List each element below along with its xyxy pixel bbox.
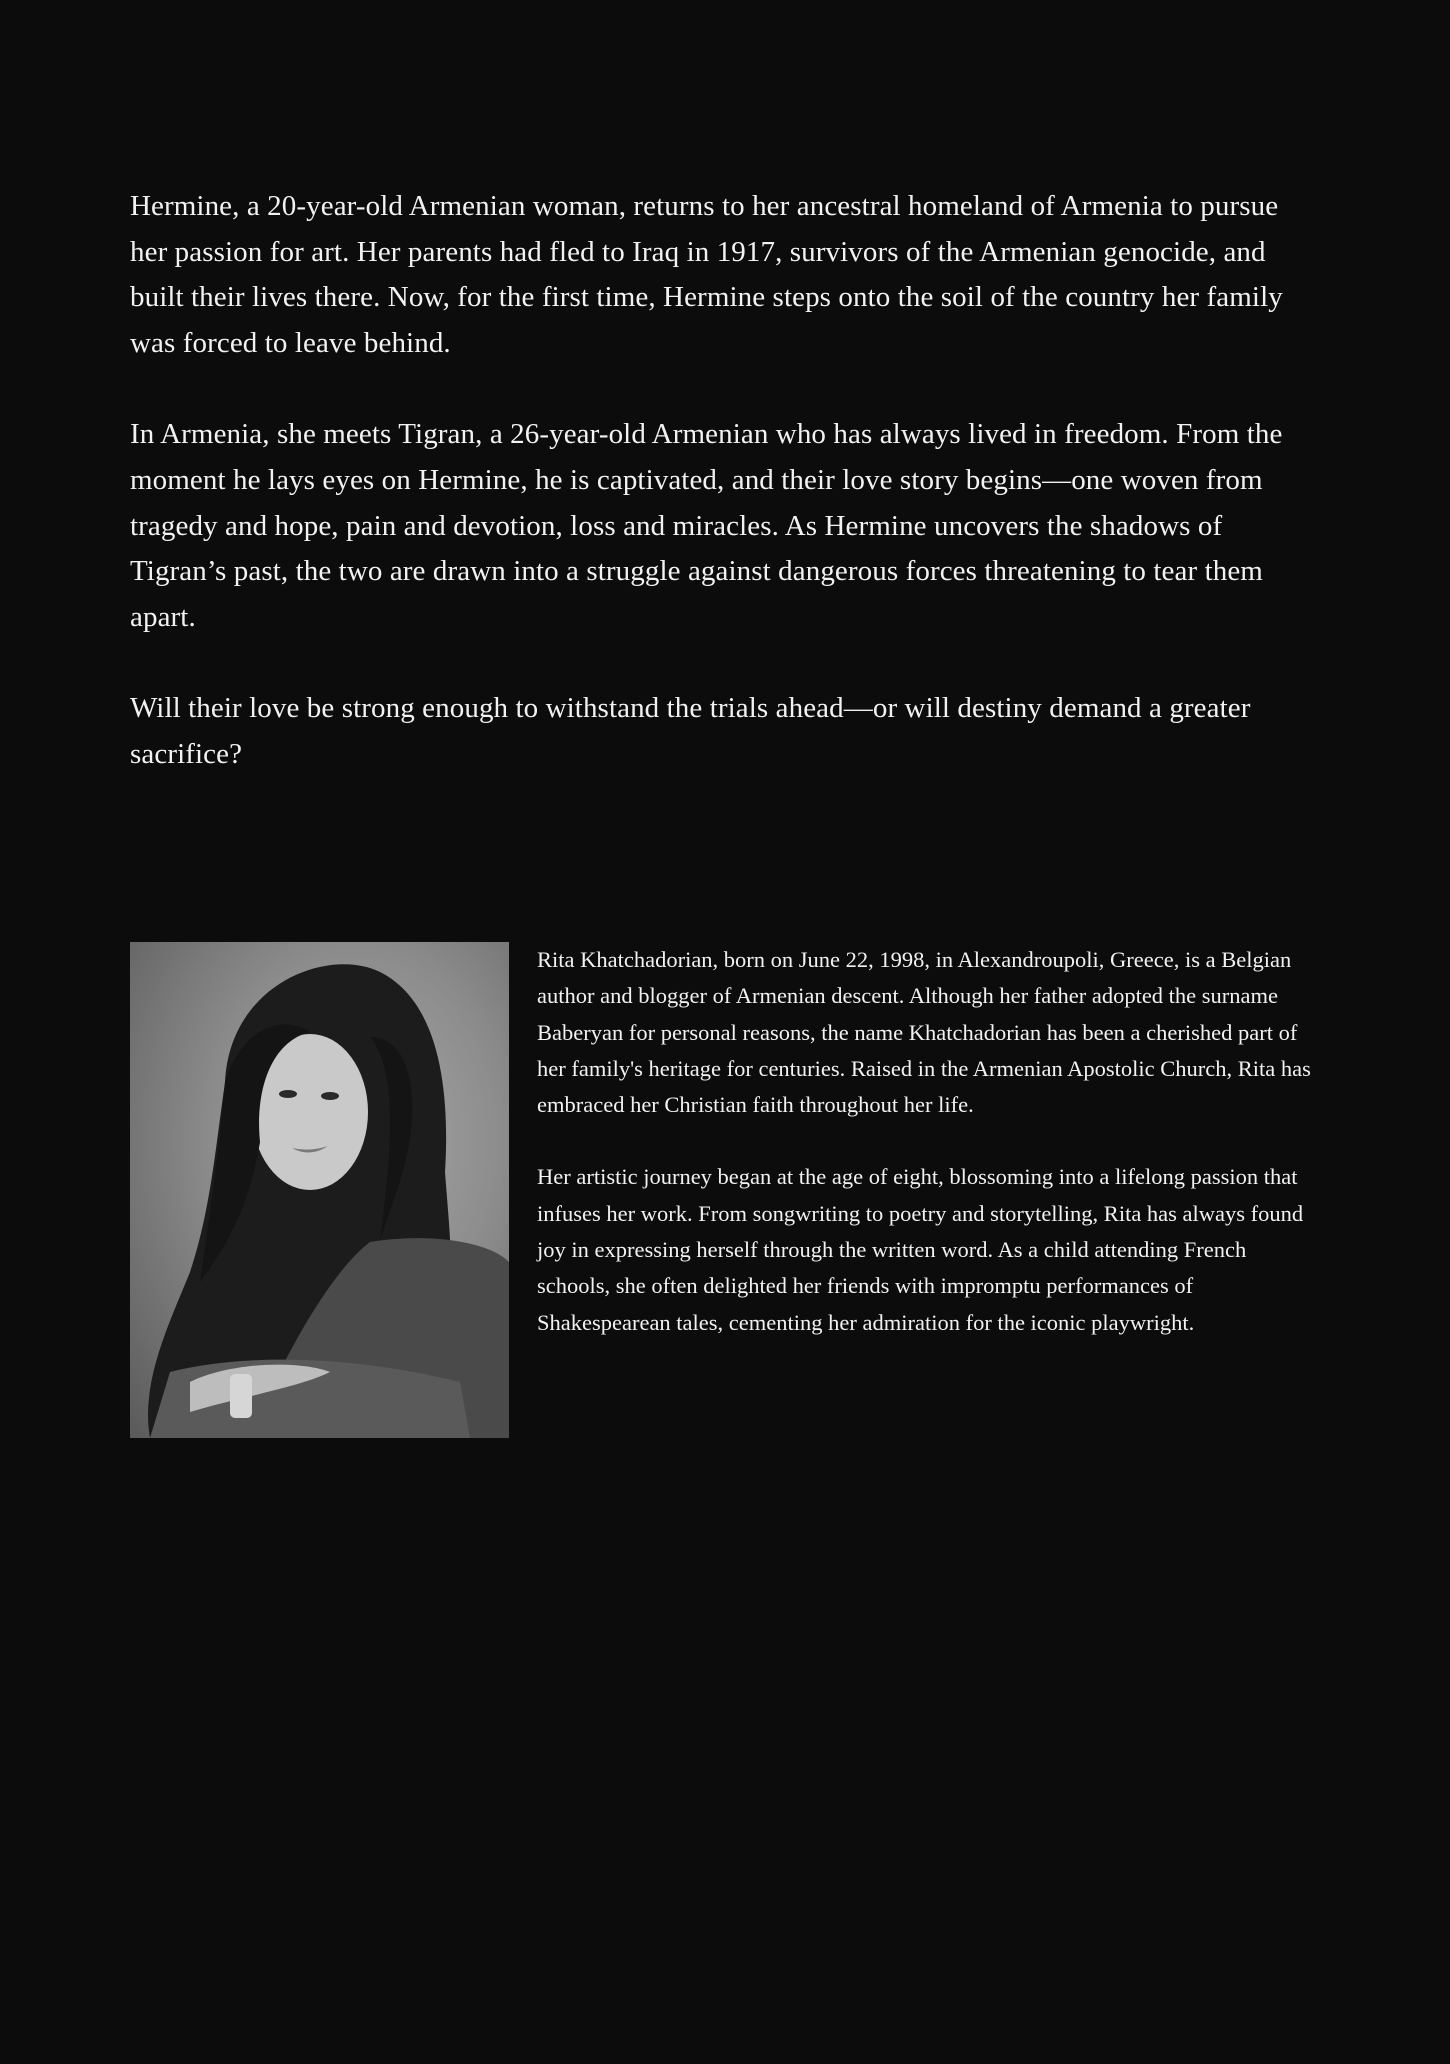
book-synopsis [130, 184, 1320, 824]
synopsis-paragraph: Will their love be strong enough to withstand the trials ahead—or will destiny demand a greater sacrifice? [130, 692, 1251, 770]
author-bio [537, 942, 1320, 1438]
portrait-illustration [130, 942, 509, 1438]
synopsis-paragraph: Hermine, a 20-year-old Armenian woman, returns to her ancestral homeland of Armenia to pursue her passion for art. Her parents had fled to Iraq in 1917, survivors of the Armenian genocide, and built their lives there. Now, for the first time, Hermine steps onto the soil of the country her family was forced to leave behind. [130, 190, 1283, 359]
author-section [130, 942, 1320, 1438]
bio-paragraph: Her artistic journey began at the age of eight, blossoming into a lifelong passion that infuses her work. From songwriting to poetry and storytelling, Rita has always found joy in expressing herself through the written word. As a child attending French schools, she often delighted her friends with impromptu performances of Shakespearean tales, cementing her admiration for the iconic playwright. [537, 1164, 1304, 1335]
bio-paragraph: Rita Khatchadorian, born on June 22, 1998, in Alexandroupoli, Greece, is a Belgian author and blogger of Armenian descent. Although her father adopted the surname Baberyan for personal reasons, the name Khatchadorian has been a cherished part of her family's heritage for centuries. Raised in the Armenian Apostolic Church, Rita has embraced her Christian faith throughout her life. [537, 947, 1311, 1118]
synopsis-paragraph: In Armenia, she meets Tigran, a 26-year-old Armenian who has always lived in freedom. From the moment he lays eyes on Hermine, he is captivated, and their love story begins—one woven from tragedy and hope, pain and devotion, loss and miracles. As Hermine uncovers the shadows of Tigran’s past, the two are drawn into a struggle against dangerous forces threatening to tear them apart. [130, 418, 1283, 633]
author-photo [130, 942, 509, 1438]
